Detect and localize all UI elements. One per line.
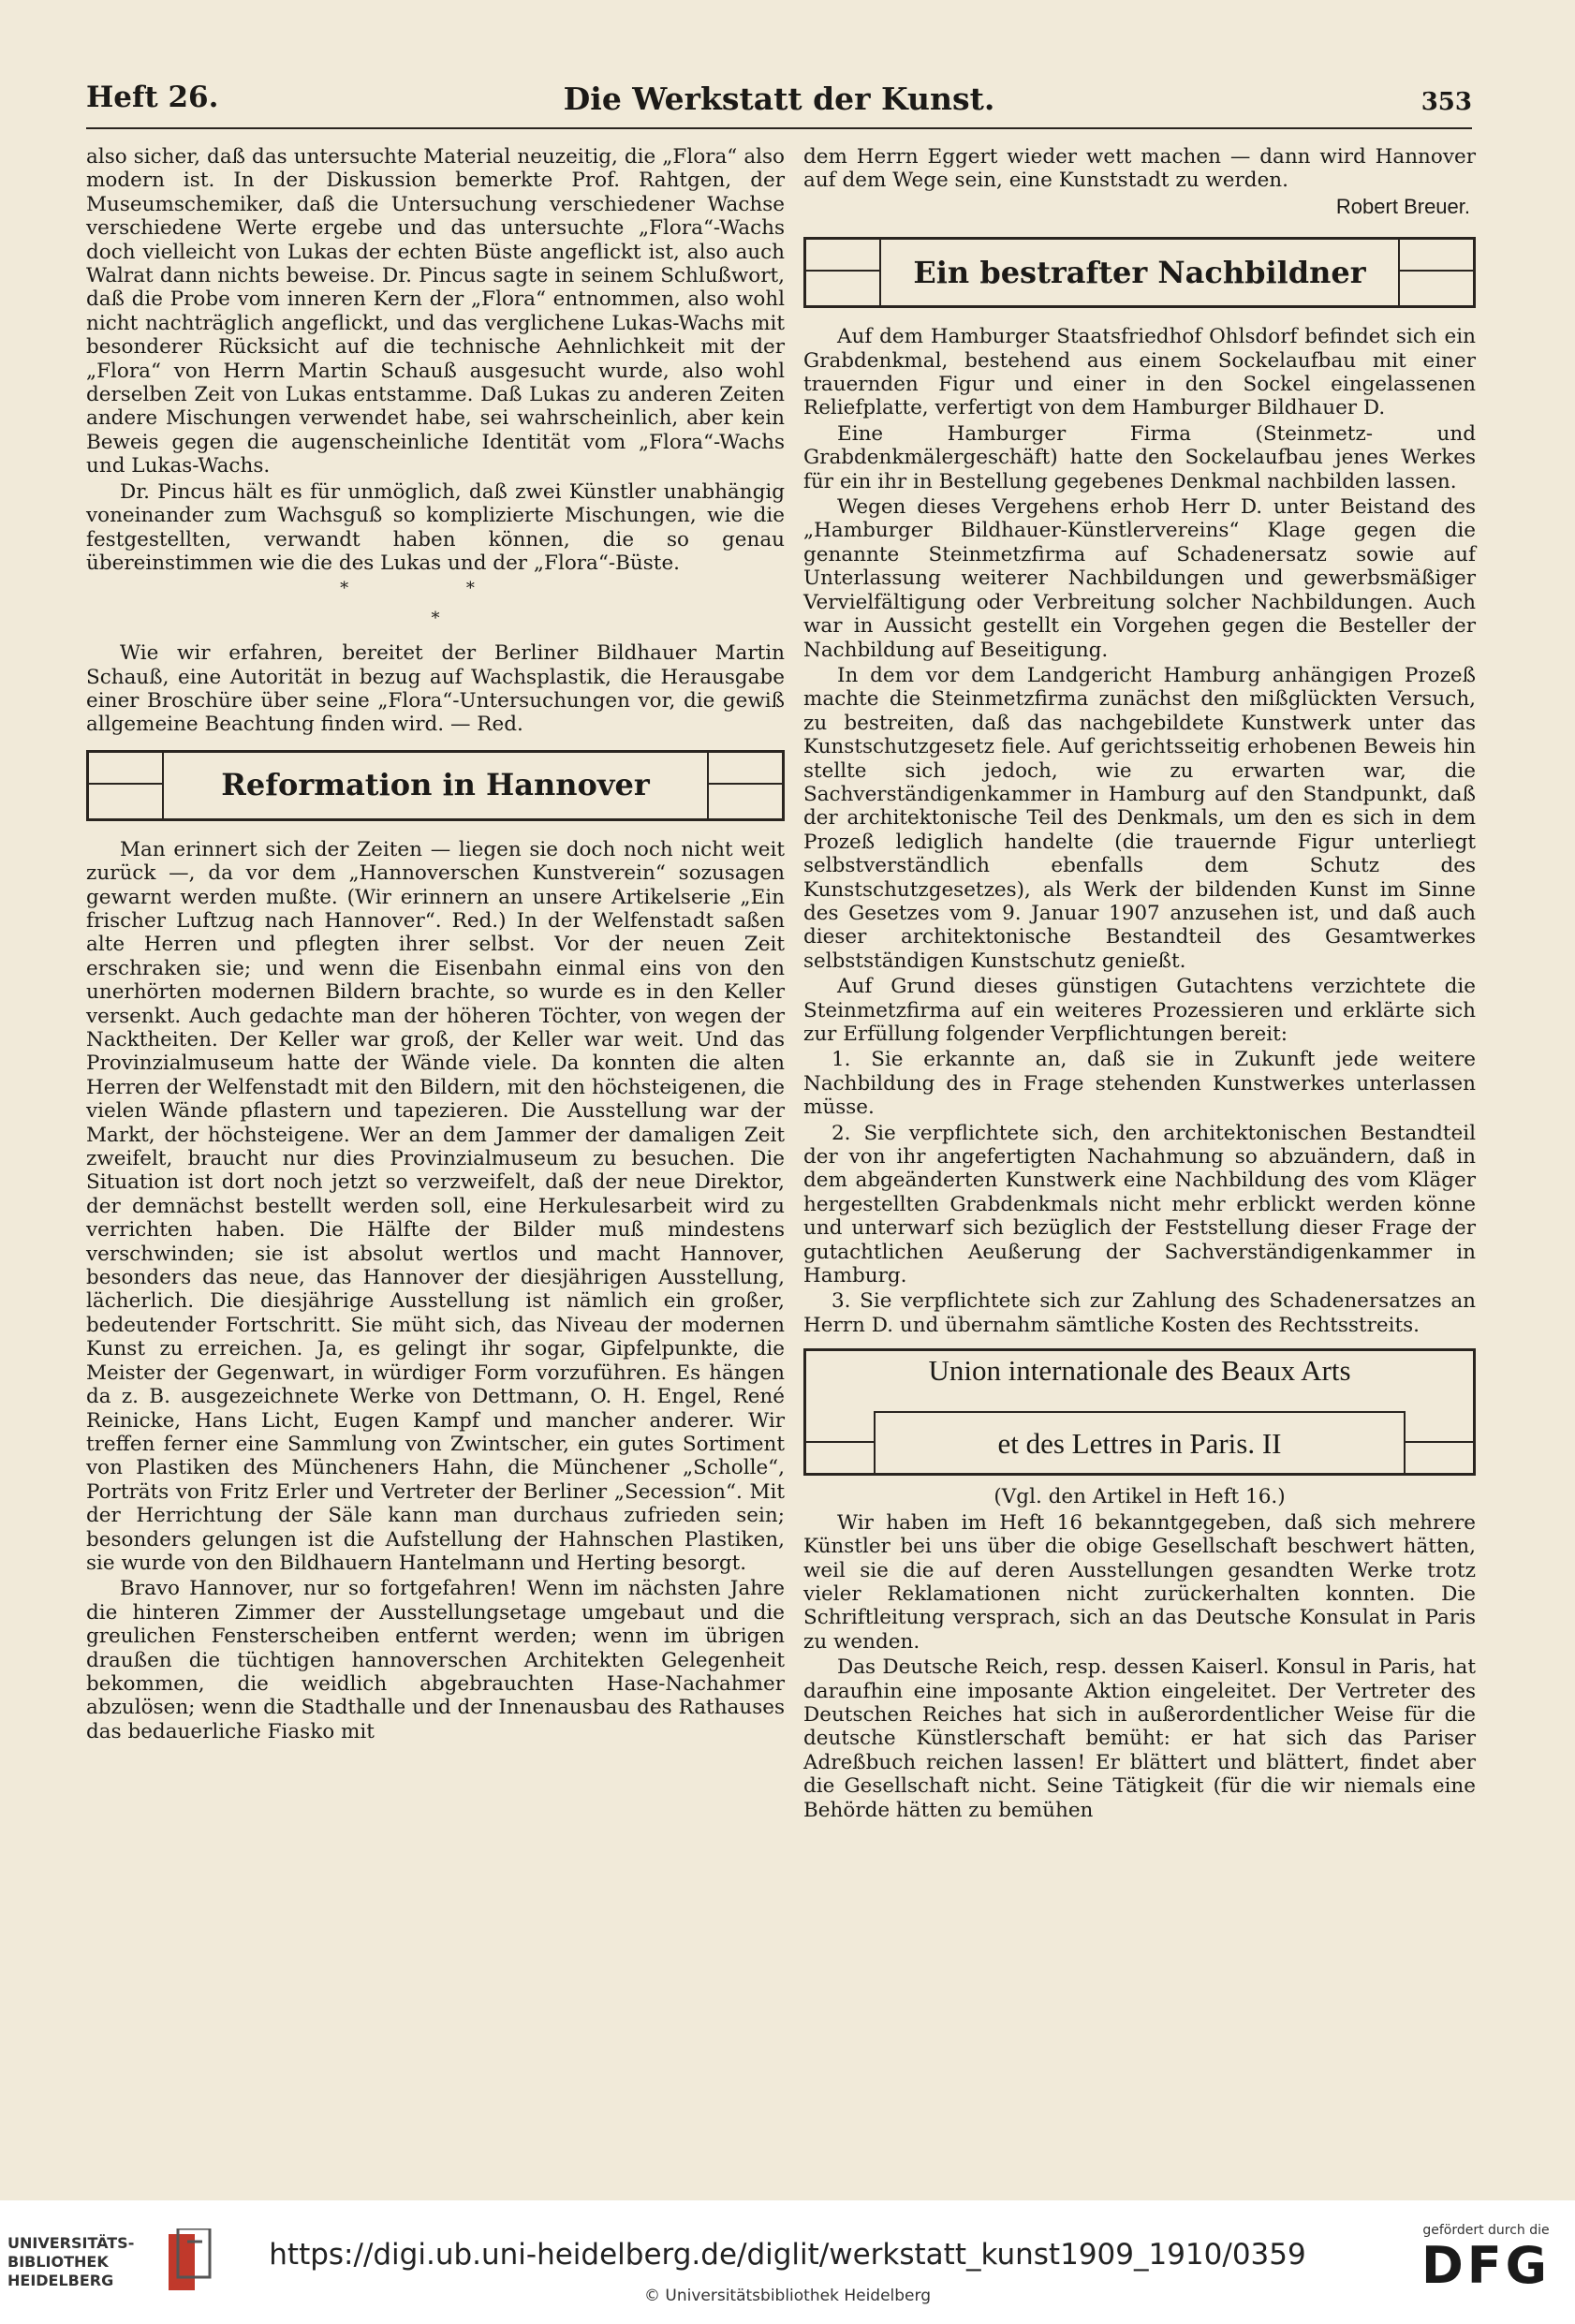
- list-item: 1. Sie erkannte an, daß sie in Zukunft jede weitere Nachbildung des in Frage stehenden Kunstwerkes unterlassen müsse.: [803, 1048, 1476, 1120]
- dfg-logo[interactable]: [1416, 2223, 1556, 2313]
- paragraph: Das Deutsche Reich, resp. dessen Kaiserl. Konsul in Paris, hat daraufhin eine imposante Aktion eingeleitet. Der Vertreter des Deutschen Reiches hat sich in außerordentlicher Weise für die deutsche Künstlerschaft bemüht: er hat sich das Pariser Adreßbuch reichen lassen! Er blättert und blättert, findet aber die Gesellschaft nicht. Seine Tätigkeit (für die wir niemals eine Behörde hätten zu bemühen: [803, 1655, 1476, 1822]
- section-heading-line-1: Union internationale des Beaux Arts: [928, 1354, 1351, 1388]
- copyright-notice: © Universitätsbibliothek Heidelberg: [643, 2287, 931, 2305]
- digitization-footer: [0, 2200, 1575, 2324]
- journal-title: Die Werkstatt der Kunst.: [563, 81, 995, 117]
- section-heading: Reformation in Hannover: [162, 753, 709, 818]
- section-heading-box-two-line: [803, 1348, 1476, 1476]
- paragraph: Auf dem Hamburger Staatsfriedhof Ohlsdorf befindet sich ein Grabdenkmal, bestehend aus einem Sockelaufbau mit einer trauernden Figur und einer in den Sockel eingelassenen Reliefplatte, verfertigt von dem Hamburger Bildhauer D.: [803, 325, 1476, 420]
- section-heading-box: [803, 237, 1476, 308]
- heading-rule-left: [806, 270, 879, 272]
- section-heading-box: [86, 750, 785, 821]
- paragraph: dem Herrn Eggert wieder wett machen — dann wird Hannover auf dem Wege sein, eine Kunststadt zu werden.: [803, 145, 1476, 193]
- heading-rule-left: [806, 1441, 874, 1443]
- library-name: UNIVERSITÄTS- BIBLIOTHEK HEIDELBERG: [7, 2234, 135, 2289]
- paragraph: Wir haben im Heft 16 bekanntgegeben, daß sich mehrere Künstler bei uns über die obige Gesellschaft beschwert hätten, weil sie die auf deren Ausstellungen gesandten Werke trotz vieler Reklamationen nicht zurückerhalten konnten. Die Schriftleitung versprach, sich an das Deutsche Konsulat in Paris zu wenden.: [803, 1510, 1476, 1654]
- author-signature: Robert Breuer.: [1335, 194, 1470, 218]
- paragraph: Wie wir erfahren, bereitet der Berliner Bildhauer Martin Schauß, eine Autorität in bezug auf Wachsplastik, die Herausgabe einer Broschüre über seine „Flora“-Untersuchungen vor, die gewiß allgemeine Beachtung finden wird. — Red.: [86, 641, 785, 737]
- separator-stars: * *: [340, 579, 531, 599]
- permalink[interactable]: https://digi.ub.uni-heidelberg.de/diglit/werkstatt_kunst1909_1910/0359: [269, 2238, 1306, 2272]
- list-item: 3. Sie verpflichtete sich zur Zahlung des Schadenersatzes an Herrn D. und übernahm sämtliche Kosten des Rechtsstreits.: [803, 1289, 1476, 1337]
- paragraph: Auf Grund dieses günstigen Gutachtens verzichtete die Steinmetzfirma auf ein weiteres Prozessieren und erklärte sich zur Erfüllung folgender Verpflichtungen bereit:: [803, 975, 1476, 1046]
- paragraph: Dr. Pincus hält es für unmöglich, daß zwei Künstler unabhängig voneinander zum Wachsguß so komplizierte Mischungen, wie die festgestellten, verwandt haben können, die so genau übereinstimmen wie die des Lukas und der „Flora“-Büste.: [86, 479, 785, 575]
- heading-rule-right: [1400, 270, 1473, 272]
- paragraph: In dem vor dem Landgericht Hamburg anhängigen Prozeß machte die Steinmetzfirma zunächst den mißglückten Versuch, zu bestreiten, daß das nachgebildete Kunstwerk unter das Kunstschutzgesetz fiele. Auf gerichtsseitig erhobenen Beweis hin stellte sich jedoch, wie zu erwarten war, die Sachverständigenkammer in Hamburg auf den Standpunkt, daß der architektonische Teil des Denkmals, um den es sich in dem Prozeß lediglich handelte (die trauernde Figur unterliegt selbstverständlich ebenfalls dem Schutz des Kunstschutzgesetzes), als Werk der bildenden Kunst im Sinne des Gesetzes vom 9. Januar 1907 anzusehen ist, und daß auch dieser architektonische Bestandteil des Gesamtwerkes selbstständigen Kunstschutz genießt.: [803, 663, 1476, 973]
- paragraph: Man erinnert sich der Zeiten — liegen sie doch noch nicht weit zurück —, da vor dem „Hannoverschen Kunstverein“ sozusagen gewarnt werden mußte. (Wir erinnern an unsere Artikelserie „Ein frischer Luftzug nach Hannover“. Red.) In der Welfenstadt saßen alte Herren und pflegten ihrer selbst. Vor der neuen Zeit erschraken sie; und wenn die Eisenbahn einmal eins von den unerhörten modernen Bildern brachte, so wurde es in den Keller versenkt. Auch gedachte man der höheren Töchter, von wegen der Nacktheiten. Der Keller war groß, der Keller war weit. Und das Provinzialmuseum hatte der Wände viele. Da konnten die alten Herren der Welfenstadt mit den Bildern, mit den höchsteigenen, die vielen Wände pflastern und tapezieren. Die Ausstellung war der Markt, der höchsteigene. Wer an dem Jammer der damaligen Zeit zweifelt, braucht nur dies Provinzialmuseum zu besuchen. Die Situation ist dort noch jetzt so verzweifelt, daß der neue Direktor, der demnächst bestellt werden soll, eine Herkulesarbeit wird zu verrichten haben. Die Hälfte der Bilder muß mindestens verschwinden; sie ist absolut wertlos und macht Hannover, besonders das neue, das Hannover der diesjährigen Ausstellung, lächerlich. Die diesjährige Ausstellung ist nämlich ein großer, bedeutender Fortschritt. Sie müht sich, das Niveau der modernen Kunst zu erreichen. Ja, es gelingt ihr sogar, Gipfelpunkte, die Meister der Gegenwart, in würdiger Form vorzuführen. Es hängen da z. B. ausgezeichnete Werke von Dettmann, O. H. Engel, René Reinicke, Hans Licht, Eugen Kampf und mancher anderer. Wir treffen ferner eine Sammlung von Zwintscher, ein gutes Sortiment von Plastiken des Müncheners Hahn, die Münchener „Scholle“, Porträts von Fritz Erler und Vertreter der Berliner „Secession“. Mit der Herrichtung der Säle kann man durchaus zufrieden sein; besonders gelungen ist die Aufstellung der Hahnschen Plastiken, sie wurde von den Bildhauern Hantelmann und Herting besorgt.: [86, 837, 785, 1575]
- section-heading-line-2: et des Lettres in Paris. II: [874, 1411, 1406, 1473]
- heading-rule-left: [89, 783, 162, 785]
- left-column: [86, 145, 785, 1745]
- paragraph: Eine Hamburger Firma (Steinmetz- und Grabdenkmälergeschäft) hatte den Sockelaufbau jenes Werkes für ein ihr in Bestellung gegebenes Denkmal nachbilden lassen.: [803, 421, 1476, 493]
- heading-rule-right: [709, 783, 782, 785]
- article-reference: (Vgl. den Artikel in Heft 16.): [994, 1485, 1286, 1509]
- list-item: 2. Sie verpflichtete sich, den architektonischen Bestandteil der von ihr angefertigten Nachahmung so abzuändern, daß in dem abgeänderten Kunstwerk eine Nachbildung des vom Kläger hergestellten Grabdenkmals nicht mehr erblickt werden könne und unterwarf sich bezüglich der Feststellung dieser Frage der gutachtlichen Aeußerung der Sachverständigenkammer in Hamburg.: [803, 1121, 1476, 1288]
- issue-label: Heft 26.: [86, 81, 219, 114]
- funding-label: gefördert durch die: [1422, 2223, 1550, 2238]
- paragraph: also sicher, daß das untersuchte Material neuzeitig, die „Flora“ also modern ist. In der Diskussion bemerkte Prof. Rahtgen, der Museumschemiker, daß die Untersuchung verschiedener Wachse verschiedene Werte ergebe und das untersuchte „Flora“-Wachs doch vielleicht von Lukas der echten Büste angeflickt ist, also auch Walrat dann nichts beweise. Dr. Pincus sagte in seinem Schlußwort, daß die Probe vom inneren Kern der „Flora“ entnommen, also wohl nicht nachträglich angeflickt, und das verglichene Lukas-Wachs mit besonderer Rücksicht auf die technische Aehnlichkeit mit der „Flora“ von Herrn Martin Schauß ausgesucht wurde, also wohl derselben Zeit von Lukas entstamme. Daß Lukas zu anderen Zeiten andere Mischungen verwendet habe, sei wahrscheinlich, aber kein Beweis gegen die augenscheinliche Identität vom „Flora“-Wachs und Lukas-Wachs.: [86, 145, 785, 478]
- obligations-list: [803, 1048, 1476, 1337]
- running-head: [86, 81, 1472, 122]
- page-number: 353: [1420, 88, 1472, 116]
- heading-rule-right: [1406, 1441, 1473, 1443]
- section-heading: Ein bestrafter Nachbildner: [879, 240, 1400, 305]
- paragraph: Bravo Hannover, nur so fortgefahren! Wenn im nächsten Jahre die hinteren Zimmer der Ausstellungsetage umgebaut und die greulichen Fensterscheiben entfernt werden; wenn im übrigen draußen die tüchtigen hannoverschen Architekten Gelegenheit bekommen, die weidlich abgebrauchten Hase-Nachahmer abzulösen; wenn die Stadthalle und der Innenausbau des Rathauses das bedauerliche Fiasko mit: [86, 1577, 785, 1743]
- separator-star: *: [431, 608, 440, 628]
- dfg-wordmark: DFG: [1420, 2236, 1552, 2295]
- header-rule: [86, 127, 1472, 129]
- right-column: [803, 145, 1476, 1824]
- paragraph: Wegen dieses Vergehens erhob Herr D. unter Beistand des „Hamburger Bildhauer-Künstlervereins“ Klage gegen die genannte Steinmetzfirma auf Schadenersatz sowie auf Unterlassung weiterer Nachbildungen und gewerbsmäßiger Vervielfältigung oder Verbreitung solcher Nachbildungen. Auch war in Aussicht gestellt ein Vorgehen gegen die Besteller der Nachbildung auf Beseitigung.: [803, 495, 1476, 662]
